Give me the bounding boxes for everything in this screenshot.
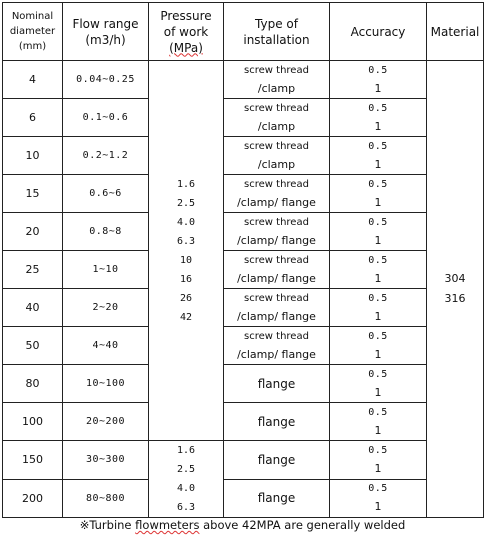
- cell-accuracy: 0.5 1: [330, 251, 427, 289]
- header-installation: Type of installation: [224, 3, 330, 61]
- cell-accuracy: 0.5 1: [330, 61, 427, 99]
- table-row: [3, 137, 484, 175]
- table-row: [3, 251, 484, 289]
- cell-diameter: 150: [3, 441, 63, 480]
- cell-accuracy: 0.5 1: [330, 441, 427, 480]
- cell-accuracy: 0.5 1: [330, 403, 427, 441]
- cell-diameter: 40: [3, 289, 63, 327]
- table-row: [3, 175, 484, 213]
- cell-installation: screw thread /clamp: [224, 137, 330, 175]
- cell-diameter: 4: [3, 61, 63, 99]
- cell-flow-range: 10~100: [63, 365, 149, 403]
- cell-installation: screw thread /clamp: [224, 99, 330, 137]
- header-pressure: Pressure of work (MPa): [149, 3, 224, 61]
- cell-installation: screw thread /clamp/ flange: [224, 251, 330, 289]
- cell-accuracy: 0.5 1: [330, 289, 427, 327]
- cell-flow-range: 80~800: [63, 479, 149, 518]
- cell-material: 304 316: [427, 61, 484, 518]
- cell-diameter: 200: [3, 479, 63, 518]
- table-row: [3, 479, 484, 518]
- cell-flow-range: 20~200: [63, 403, 149, 441]
- cell-diameter: 10: [3, 137, 63, 175]
- cell-flow-range: 1~10: [63, 251, 149, 289]
- cell-flow-range: 0.1~0.6: [63, 99, 149, 137]
- table-row: [3, 403, 484, 441]
- cell-diameter: 50: [3, 327, 63, 365]
- cell-pressure: 1.6 2.5 4.0 6.3: [149, 441, 224, 518]
- cell-accuracy: 0.5 1: [330, 479, 427, 518]
- cell-diameter: 20: [3, 213, 63, 251]
- cell-diameter: 6: [3, 99, 63, 137]
- footnote: ※Turbine flowmeters above 42MPA are generally welded: [79, 518, 406, 532]
- table-row: [3, 213, 484, 251]
- cell-accuracy: 0.5 1: [330, 175, 427, 213]
- cell-diameter: 100: [3, 403, 63, 441]
- table-row: [3, 289, 484, 327]
- cell-flow-range: 30~300: [63, 441, 149, 480]
- cell-flow-range: 0.8~8: [63, 213, 149, 251]
- table-row: [3, 99, 484, 137]
- table-row: [3, 365, 484, 403]
- header-row: [3, 3, 484, 61]
- header-flow-range: Flow range (m3/h): [63, 3, 149, 61]
- header-diameter: Nominal diameter (mm): [3, 3, 63, 61]
- cell-accuracy: 0.5 1: [330, 365, 427, 403]
- table-row: [3, 441, 484, 480]
- cell-installation: screw thread /clamp/ flange: [224, 175, 330, 213]
- cell-installation: screw thread /clamp/ flange: [224, 327, 330, 365]
- cell-installation: screw thread /clamp/ flange: [224, 289, 330, 327]
- cell-installation: flange: [224, 403, 330, 441]
- cell-diameter: 15: [3, 175, 63, 213]
- cell-flow-range: 0.6~6: [63, 175, 149, 213]
- cell-accuracy: 0.5 1: [330, 137, 427, 175]
- table-row: [3, 61, 484, 99]
- cell-installation: screw thread /clamp/ flange: [224, 213, 330, 251]
- cell-diameter: 25: [3, 251, 63, 289]
- spec-table: [2, 2, 484, 518]
- cell-flow-range: 0.04~0.25: [63, 61, 149, 99]
- cell-installation: screw thread /clamp: [224, 61, 330, 99]
- cell-diameter: 80: [3, 365, 63, 403]
- cell-pressure: 1.6 2.5 4.0 6.3 10 16 26 42: [149, 61, 224, 441]
- cell-flow-range: 2~20: [63, 289, 149, 327]
- cell-flow-range: 4~40: [63, 327, 149, 365]
- cell-accuracy: 0.5 1: [330, 213, 427, 251]
- cell-flow-range: 0.2~1.2: [63, 137, 149, 175]
- header-accuracy: Accuracy: [330, 3, 427, 61]
- cell-installation: flange: [224, 479, 330, 518]
- header-material: Material: [427, 3, 484, 61]
- cell-accuracy: 0.5 1: [330, 99, 427, 137]
- cell-accuracy: 0.5 1: [330, 327, 427, 365]
- table-row: [3, 327, 484, 365]
- cell-installation: flange: [224, 441, 330, 480]
- cell-installation: flange: [224, 365, 330, 403]
